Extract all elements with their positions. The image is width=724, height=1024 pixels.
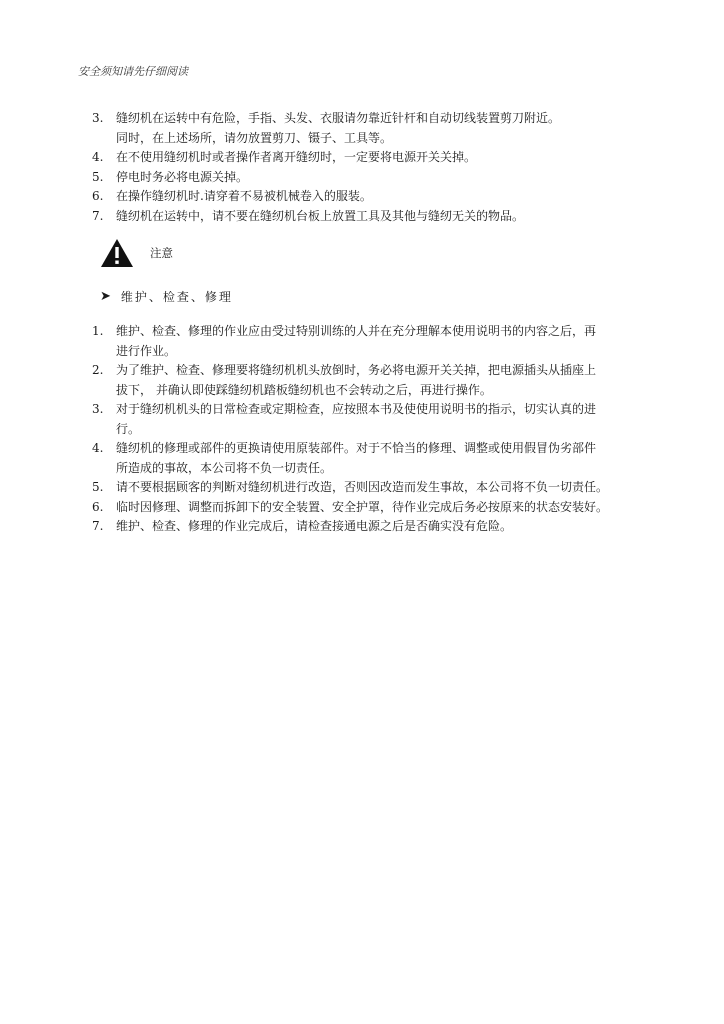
item-line: 维护、检查、修理的作业完成后，请检查接通电源之后是否确实没有危险。 [116, 519, 513, 533]
item-line: 所造成的事故，本公司将不负一切责任。 [116, 460, 333, 475]
page-header: 安全须知请先仔细阅读 [78, 65, 188, 78]
list-item [92, 168, 652, 188]
safety-list [92, 109, 652, 226]
item-number: 4. [92, 150, 104, 164]
item-text [116, 517, 652, 537]
item-number: 3. [92, 111, 104, 125]
item-text [116, 322, 652, 361]
section-title: 维护、检查、修理 [120, 290, 233, 304]
item-line: 在不使用缝纫机时或者操作者离开缝纫时，一定要将电源开关关掉。 [116, 150, 477, 164]
arrow-bullet-icon: ➤ [100, 289, 111, 304]
list-item [92, 187, 652, 207]
item-number: 1. [92, 324, 104, 338]
list-item [92, 361, 652, 400]
item-number: 5. [92, 169, 104, 184]
list-item [92, 207, 652, 227]
item-text [116, 168, 652, 188]
list-item [92, 400, 652, 439]
item-line: 在操作缝纫机时.请穿着不易被机械卷入的服装。 [116, 189, 372, 203]
item-line: 缝纫机在运转中，请不要在缝纫机台板上放置工具及其他与缝纫无关的物品。 [116, 208, 525, 223]
item-text [116, 109, 652, 148]
list-item [92, 517, 652, 537]
list-item [92, 439, 652, 478]
item-line: 同时，在上述场所，请勿放置剪刀、镊子、工具等。 [116, 130, 393, 145]
list-item [92, 478, 652, 498]
item-text [116, 187, 652, 207]
maintenance-section-heading [100, 288, 233, 305]
item-line: 缝纫机在运转中有危险，手指、头发、衣服请勿靠近针杆和自动切线装置剪刀附近。 [116, 111, 561, 125]
list-item [92, 498, 652, 518]
item-number: 6. [92, 189, 104, 203]
item-line: 拔下， 并确认即使踩缝纫机踏板缝纫机也不会转动之后，再进行操作。 [116, 382, 492, 397]
item-line: 进行作业。 [116, 343, 177, 358]
list-item [92, 322, 652, 361]
item-line: 维护、检查、修理的作业应由受过特别训练的人并在充分理解本使用说明书的内容之后，再 [116, 324, 597, 338]
item-text [116, 148, 652, 168]
item-number: 4. [92, 441, 104, 455]
item-number: 2. [92, 363, 104, 377]
item-line: 缝纫机的修理或部件的更换请使用原装部件。对于不恰当的修理、调整或使用假冒伪劣部件 [116, 441, 597, 455]
item-number: 5. [92, 480, 104, 494]
item-number: 3. [92, 402, 104, 416]
warning-triangle-icon [100, 238, 134, 268]
item-line: 对于缝纫机机头的日常检查或定期检查，应按照本书及使使用说明书的指示，切实认真的进 [116, 402, 597, 416]
maintenance-list [92, 322, 652, 537]
item-text [116, 400, 652, 439]
item-text [116, 498, 652, 518]
item-line: 请不要根据顾客的判断对缝纫机进行改造，否则因改造而发生事故，本公司将不负一切责任。 [116, 480, 609, 494]
list-item [92, 109, 652, 148]
item-line: 行。 [116, 421, 141, 436]
item-number: 7. [92, 208, 104, 223]
item-line: 为了维护、检查、修理要将缝纫机机头放倒时，务必将电源开关关掉，把电源插头从插座上 [116, 363, 597, 377]
notice-block [100, 238, 173, 268]
item-number: 6. [92, 499, 104, 514]
item-text [116, 439, 652, 478]
notice-label: 注意 [150, 246, 173, 260]
item-text [116, 207, 652, 227]
item-number: 7. [92, 519, 104, 533]
item-line: 临时因修理、调整而拆卸下的安全装置、安全护罩，待作业完成后务必按原来的状态安装好。 [116, 499, 609, 514]
item-line: 停电时务必将电源关掉。 [116, 169, 249, 184]
list-item [92, 148, 652, 168]
item-text [116, 361, 652, 400]
item-text [116, 478, 652, 498]
